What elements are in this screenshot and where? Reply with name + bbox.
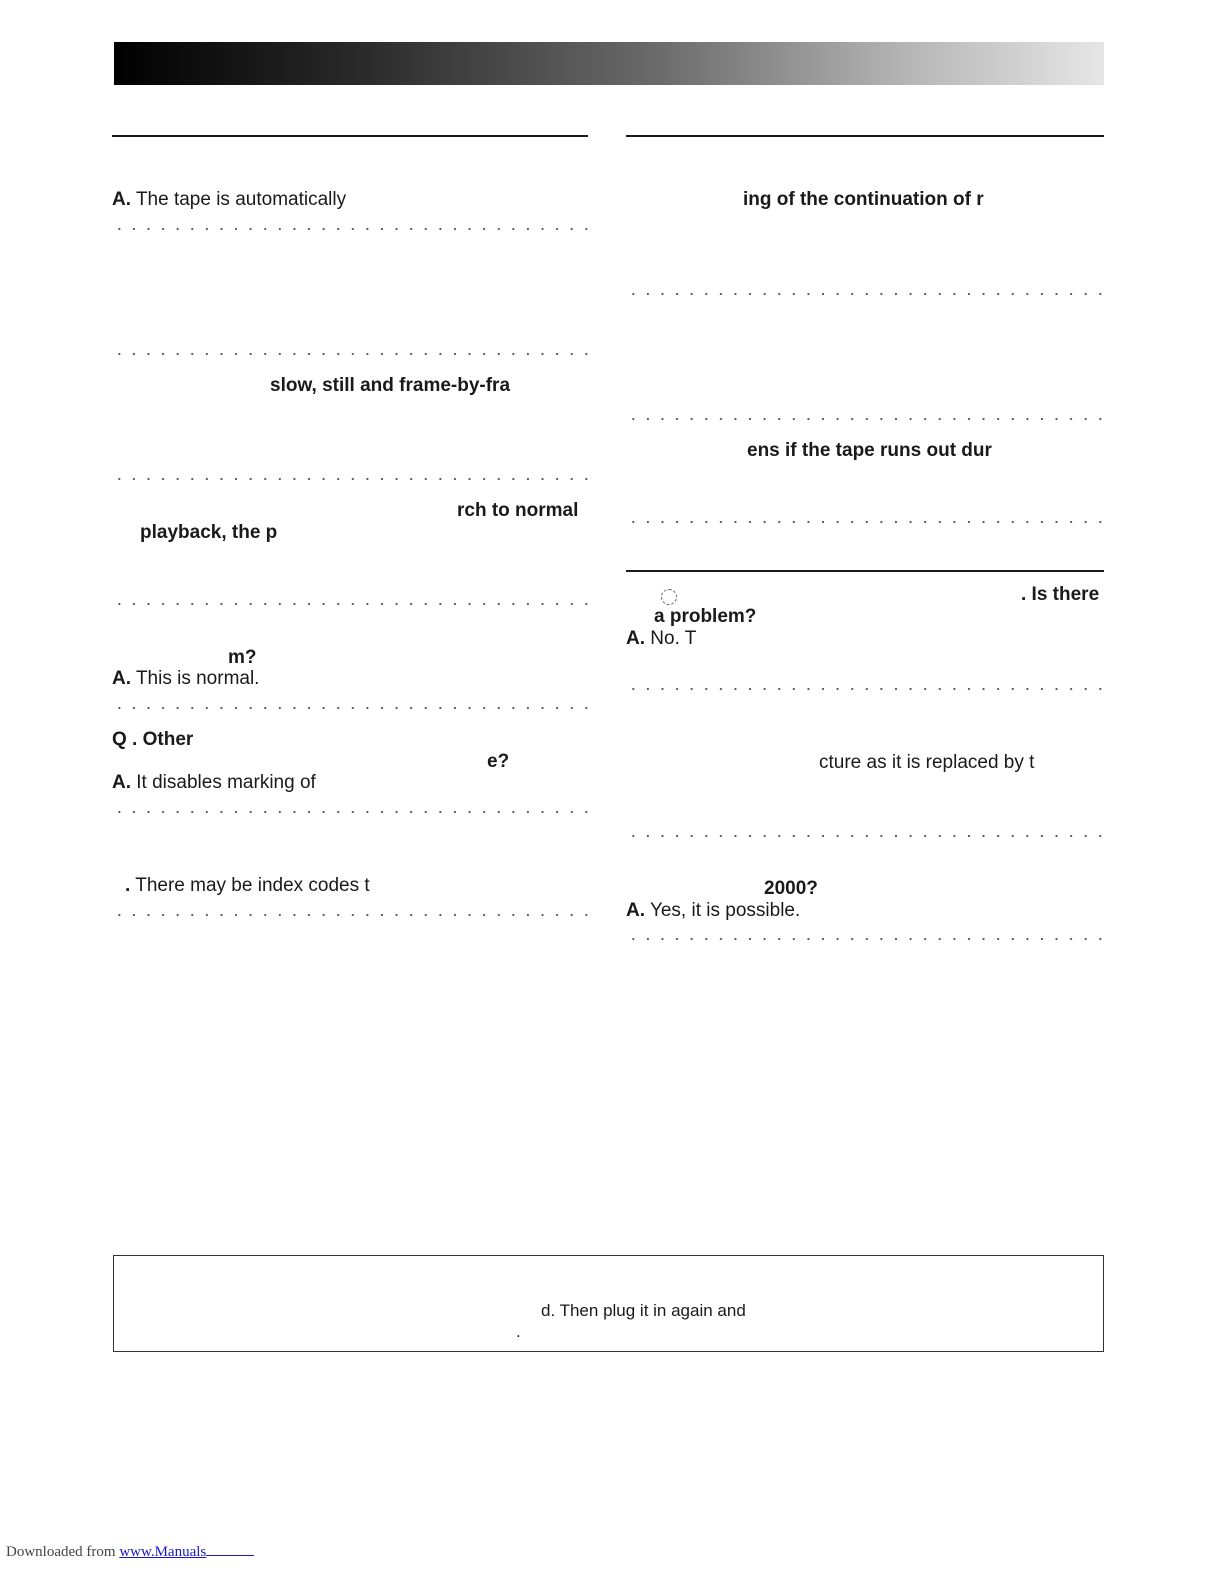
answer-text: No. T <box>650 628 697 649</box>
dotted-separator <box>112 705 588 711</box>
answer-6 <box>125 875 370 897</box>
answer-text: There may be index codes t <box>135 875 370 896</box>
right-column-top-rule <box>626 135 1104 137</box>
dotted-separator <box>626 519 1104 525</box>
dotted-separator <box>112 351 588 357</box>
dotted-separator <box>112 601 588 607</box>
right-question-3-end: . Is there <box>1021 584 1100 605</box>
footer-download-note <box>6 1542 254 1561</box>
question-5-end: e? <box>487 751 510 772</box>
question-2: slow, still and frame-by-fra <box>270 375 511 396</box>
answer-marker: A. <box>112 772 131 793</box>
footer-link[interactable]: www.Manuals <box>119 1544 207 1560</box>
dotted-separator <box>626 291 1104 297</box>
answer-marker: A. <box>112 668 131 689</box>
left-column-top-rule <box>112 135 588 137</box>
answer-5 <box>112 772 316 794</box>
notice-line-1: d. Then plug it in again and <box>541 1301 746 1320</box>
answer-marker: A. <box>112 189 131 210</box>
dotted-separator <box>112 476 588 482</box>
dotted-separator <box>626 833 1104 839</box>
dotted-separator <box>626 686 1104 692</box>
dotted-separator <box>112 912 588 918</box>
question-3-line2: playback, the p <box>140 522 278 543</box>
right-question-1: ing of the continuation of r <box>743 189 984 210</box>
answer-4 <box>112 668 259 690</box>
header-gradient-bar <box>114 42 1104 85</box>
right-answer-3 <box>626 628 696 650</box>
right-question-5: 2000? <box>764 878 818 899</box>
answer-marker: . <box>125 875 131 896</box>
dotted-separator <box>626 936 1104 942</box>
right-answer-5 <box>626 900 800 922</box>
question-5-start: Q . Other <box>112 729 194 750</box>
answer-1 <box>112 189 346 211</box>
right-answer-4: cture as it is replaced by t <box>819 752 1035 773</box>
notice-line-2: . <box>516 1322 521 1341</box>
dotted-separator <box>112 809 588 815</box>
circle-icon <box>661 589 677 605</box>
right-question-3-line2: a problem? <box>654 606 757 627</box>
footer-prefix: Downloaded from <box>6 1544 120 1560</box>
footer-link-underline <box>206 1542 254 1556</box>
right-question-2: ens if the tape runs out dur <box>747 440 992 461</box>
answer-text: It disables marking of <box>136 772 316 793</box>
answer-text: Yes, it is possible. <box>649 900 801 921</box>
dotted-separator <box>626 416 1104 422</box>
question-3-line1: rch to normal <box>457 500 579 521</box>
answer-marker: A. <box>626 628 645 649</box>
answer-text: This is normal. <box>135 668 260 689</box>
right-section-rule <box>626 570 1104 572</box>
dotted-separator <box>112 226 588 232</box>
answer-marker: A. <box>626 900 645 921</box>
question-4: m? <box>228 647 257 668</box>
answer-text: The tape is automatically <box>135 189 347 210</box>
